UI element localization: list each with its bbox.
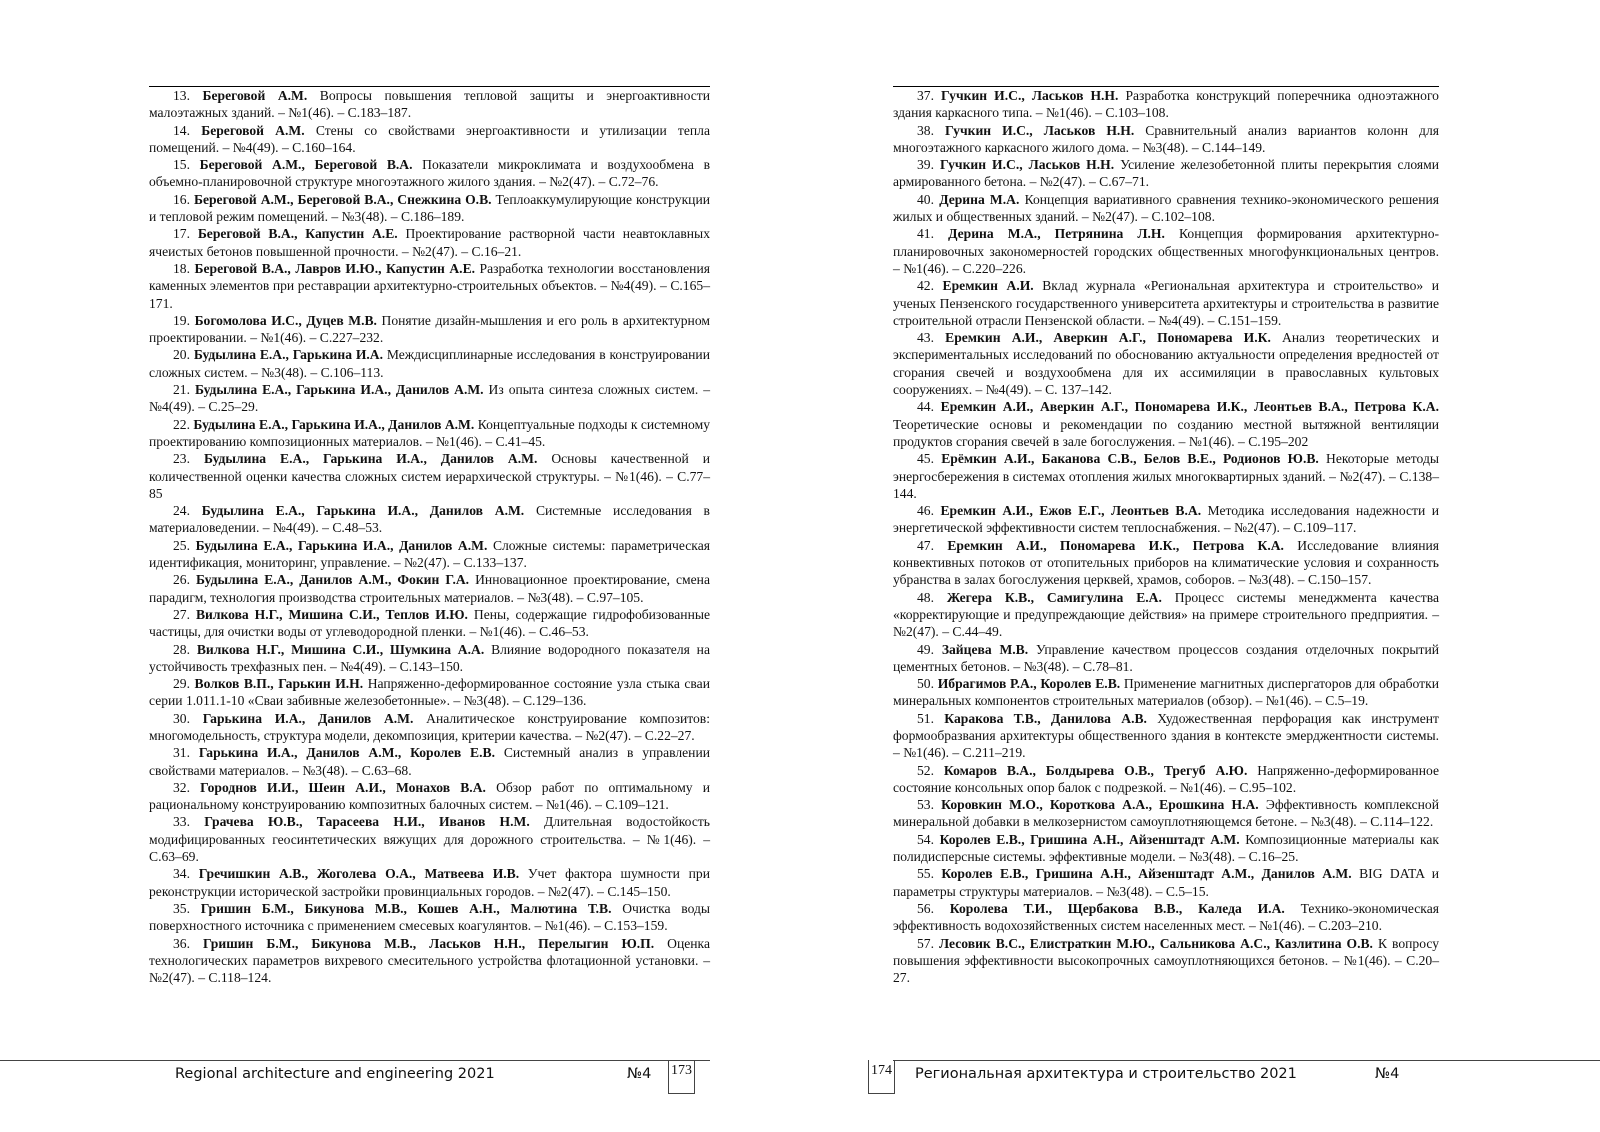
footer-journal-title: Региональная архитектура и строительство 2021 <box>915 1066 1297 1082</box>
entry-authors: Гучкин И.С., Ласьков Н.Н. <box>941 88 1119 103</box>
bibliography-entry <box>893 225 1439 277</box>
entry-title: Основы качественной и количественной оценки качества сложных систем иерархической структуры. – №1(46). – С.77–85 <box>149 451 710 501</box>
entry-authors: Будылина Е.А., Гарькина И.А., Данилов А.М. <box>194 382 484 398</box>
entry-title: Очистка воды поверхностного источника с применением смесевых коагулянтов. – №1(46). – С.153–159. <box>149 900 711 934</box>
bibliography-entry <box>149 900 710 935</box>
bibliography-entry <box>149 537 710 572</box>
entry-title: Влияние водородного показателя на устойчивость трехфазных пен. – №4(49). – С.143–150. <box>149 641 710 674</box>
entry-title: Сложные системы: параметрическая идентификация, мониторинг, управление. – №2(47). – С.133–137. <box>149 537 710 571</box>
entry-title: Управление качеством процессов создания отделочных покрытий цементных бетонов. – №3(48). – С.78–81. <box>893 641 1439 674</box>
entry-title: Системный анализ в управлении свойствами материалов. – №3(48). – С.63–68. <box>149 745 710 778</box>
entry-authors: Будылина Е.А., Гарькина И.А., Данилов А.М. <box>195 537 488 553</box>
entry-number: 46. <box>917 503 934 519</box>
entry-number: 24. <box>173 503 190 519</box>
entry-title: Применение магнитных диспергаторов для обработки минеральных компонентов строительных материалов (обзор). – №1(46). – С.5–19. <box>893 676 1439 709</box>
entry-number: 56. <box>917 900 934 916</box>
entry-title: К вопросу повышения эффективности высокопрочных самоуплотняющихся бетонов. – №1(46). – С.20–27. <box>893 935 1439 986</box>
bibliography-entry <box>149 346 710 381</box>
entry-authors: Каракова Т.В., Данилова А.В. <box>944 710 1147 726</box>
bibliography-entry <box>149 606 710 641</box>
entry-title: Обзор работ по оптимальному и рациональному конструированию композитных балочных систем. – №1(46). – С.109–121. <box>149 779 711 813</box>
page-number: 173 <box>668 1060 695 1094</box>
entry-authors: Будылина Е.А., Гарькина И.А., Данилов А.М. <box>193 416 475 432</box>
entry-authors: Вилкова Н.Г., Мишина С.И., Шумкина А.А. <box>196 641 485 657</box>
entry-title: Аналитическое конструирование композитов: многомодельность, структура модели, декомпозиция, критерии качества. – №2(47). – С.22–27. <box>149 710 710 743</box>
bibliography-entry <box>893 277 1439 329</box>
entry-title: Понятие дизайн-мышления и его роль в архитектурном проектировании. – №1(46). – С.227–232. <box>149 312 710 346</box>
entry-title: Эффективность комплексной минеральной добавки в мелкозернистом самоуплотняющемся бетоне. – №3(48). – С.114–122. <box>893 797 1439 830</box>
entry-title: Оценка технологических параметров вихревого смесительного устройства флотационной установки. – №2(47). – С.118–124. <box>149 935 710 986</box>
bibliography-entry <box>893 641 1439 676</box>
entry-title: Системные исследования в материаловедении. – №4(49). – С.48–53. <box>149 503 710 536</box>
entry-title: Композиционные материалы как полидисперсные системы. эффективные модели. – №3(48). – С.16–25. <box>893 831 1439 865</box>
bibliography-entry <box>149 225 710 260</box>
entry-number: 26. <box>173 572 190 588</box>
entry-authors: Гришин Б.М., Бикунова М.В., Ласьков Н.Н., Перелыгин Ю.П. <box>203 935 655 951</box>
entry-authors: Будылина Е.А., Гарькина И.А., Данилов А.М. <box>203 451 538 467</box>
entry-title: Концептуальные подходы к системному проектированию композиционных материалов. – №1(46). – С.41–45. <box>149 416 710 449</box>
entry-authors: Жегера К.В., Самигулина Е.А. <box>946 589 1162 605</box>
bibliography-entry <box>149 813 710 865</box>
entry-authors: Гучкин И.С., Ласьков Н.Н. <box>939 157 1115 173</box>
bibliography-entry <box>893 537 1439 589</box>
entry-title: Разработка технологии восстановления каменных элементов при реставрации архитектурно-строительных объектов. – №4(49). – С.165–171. <box>149 260 710 311</box>
entry-title: Длительная водостойкость модифицированных геосинтетических вяжущих для дорожного строительства. – №1(46). – С.63–69. <box>149 814 710 865</box>
bibliography-entry <box>149 450 710 502</box>
entry-number: 29. <box>173 676 190 692</box>
entry-number: 36. <box>173 935 190 951</box>
entry-number: 30. <box>173 710 190 726</box>
entry-number: 49. <box>917 641 934 657</box>
entry-number: 55. <box>917 866 934 882</box>
bibliography-entry <box>893 329 1439 398</box>
footer-issue-number: №4 <box>627 1066 652 1082</box>
bibliography-entry <box>149 312 710 347</box>
entry-authors: Коровкин М.О., Короткова А.А., Ерошкина Н.А. <box>941 797 1259 813</box>
footer-issue-number: №4 <box>1375 1066 1400 1082</box>
entry-number: 27. <box>173 606 190 622</box>
entry-authors: Еремкин А.И., Аверкин А.Г., Пономарева И.К. <box>945 330 1271 346</box>
bibliography-entry <box>149 935 710 987</box>
bibliography-entry <box>893 122 1439 157</box>
entry-title: Художественная перфорация как инструмент формообразвания архитектуры общественного здания в контексте эмерджентности системы. – №1(46). – С.211–219. <box>893 710 1439 761</box>
entry-title: BIG DATA и параметры структуры материалов. – №3(48). – С.5–15. <box>893 866 1440 899</box>
entry-title: Исследование влияния конвективных потоков от отопительных приборов на климатические условия и сохранность убранства в залах богослужения церквей, храмов, соборов. – №3(48). – С.150–157. <box>893 537 1440 588</box>
entry-number: 13. <box>173 88 190 103</box>
bibliography-entry <box>149 744 710 779</box>
bibliography-entry <box>149 710 710 745</box>
entry-number: 53. <box>917 797 934 813</box>
entry-authors: Береговой А.М., Береговой В.А. <box>199 157 413 173</box>
bibliography-entry <box>149 865 710 900</box>
entry-number: 52. <box>917 762 934 778</box>
entry-authors: Королев Е.В., Гришина А.Н., Айзенштадт А.М. <box>939 831 1240 847</box>
bibliography-entry <box>893 762 1439 797</box>
entry-title: Сравнительный анализ вариантов колонн для многоэтажного каркасного жилого дома. – №3(48). – С.144–149. <box>893 122 1439 155</box>
bibliography-entry <box>893 831 1439 866</box>
bibliography-entry <box>149 779 710 814</box>
bibliography-entry <box>149 502 710 537</box>
entry-number: 34. <box>173 866 190 882</box>
entry-authors: Береговой А.М., Береговой В.А., Снежкина О.В. <box>193 191 492 207</box>
entry-title: Теплоаккумулирующие конструкции и тепловой режим помещений. – №3(48). – С.186–189. <box>149 191 710 225</box>
entry-title: Усиление железобетонной плиты перекрытия слоями армированного бетона. – №2(47). – С.67–71. <box>893 157 1440 190</box>
entry-authors: Зайцева М.В. <box>941 641 1029 657</box>
bibliography-entry <box>893 935 1439 987</box>
entry-authors: Гарькина И.А., Данилов А.М., Королев Е.В. <box>198 745 495 761</box>
bibliography-entry <box>893 865 1439 900</box>
entry-title: Теоретические основы и рекомендации по созданию местной вытяжной вентиляции продуктов сгорания свечей в зале богослужения. – №1(46). – С.195–202 <box>893 416 1439 449</box>
entry-authors: Береговой А.М. <box>202 88 308 103</box>
entry-title: Концепция вариативного сравнения технико-экономического решения жилых и общественных зданий. – №2(47). – С.102–108. <box>893 191 1440 225</box>
entry-title: Показатели микроклимата и воздухообмена в объемно-планировочной структуре многоэтажного жилого здания. – №2(47). – С.72–76. <box>149 157 710 190</box>
entry-authors: Вилкова Н.Г., Мишина С.И., Теплов И.Ю. <box>195 606 468 622</box>
bibliography-entry <box>149 675 710 710</box>
entry-number: 50. <box>917 676 934 692</box>
bibliography-entry <box>149 191 710 226</box>
bibliography-entry <box>893 710 1439 762</box>
entry-title: Разработка конструкций поперечника одноэтажного здания каркасного типа. – №1(46). – С.103–108. <box>893 88 1439 121</box>
entry-authors: Будылина Е.А., Гарькина И.А. <box>193 347 384 363</box>
entry-title: Напряженно-деформированное состояние узла стыка сваи серии 1.011.1-10 «Сваи забивные железобетонные». – №3(48). – С.129–136. <box>149 676 710 709</box>
right-page <box>800 0 1600 1132</box>
entry-title: Проектирование растворной части неавтоклавных ячеистых бетонов повышенной прочности. – №2(47). – С.16–21. <box>149 226 710 259</box>
entry-authors: Королев Е.В., Гришина А.Н., Айзенштадт А.М., Данилов А.М. <box>941 866 1352 882</box>
entry-title: Методика исследования надежности и энергетической эффективности систем теплоснабжения. – №2(47). – С.109–117. <box>893 503 1439 536</box>
entry-number: 42. <box>917 278 934 294</box>
entry-authors: Комаров В.А., Болдырева О.В., Трегуб А.Ю. <box>943 762 1248 778</box>
entry-authors: Береговой В.А., Капустин А.Е. <box>197 226 398 242</box>
entry-authors: Ибрагимов Р.А., Королев Е.В. <box>937 676 1121 692</box>
entry-authors: Еремкин А.И., Пономарева И.К., Петрова К.А. <box>947 537 1284 553</box>
entry-number: 45. <box>917 451 934 467</box>
entry-authors: Богомолова И.С., Дуцев М.В. <box>194 312 377 328</box>
entry-number: 47. <box>917 537 934 553</box>
entry-number: 31. <box>173 745 190 761</box>
entry-number: 15. <box>173 157 190 173</box>
bibliography-entry <box>893 900 1439 935</box>
entry-number: 21. <box>173 382 190 398</box>
bibliography-entry <box>149 87 710 122</box>
bibliography-entry <box>149 571 710 606</box>
entry-number: 25. <box>173 537 190 553</box>
entry-number: 19. <box>173 312 190 328</box>
bibliography-entry <box>893 191 1439 226</box>
entry-title: Вопросы повышения тепловой защиты и энергоактивности малоэтажных зданий. – №1(46). – С.183–187. <box>149 88 710 121</box>
bibliography-entry <box>893 398 1439 450</box>
entry-number: 23. <box>173 451 190 467</box>
entry-number: 48. <box>917 589 934 605</box>
bibliography-entry <box>893 796 1439 831</box>
bibliography-entry <box>893 156 1439 191</box>
bibliography-entry <box>893 675 1439 710</box>
entry-title: Вклад журнала «Региональная архитектура и строительство» и ученых Пензенского государственного университета архитектуры и строительства в развитие строительной отрасли Пензенской области. – №4(49). – С.151–159. <box>893 278 1439 328</box>
entry-number: 14. <box>173 122 190 138</box>
entry-authors: Гришин Б.М., Бикунова М.В., Кошев А.Н., Малютина Т.В. <box>200 900 612 916</box>
entry-number: 38. <box>917 122 934 138</box>
entry-number: 18. <box>173 260 190 276</box>
entry-authors: Еремкин А.И. <box>942 278 1034 294</box>
entry-authors: Дерина М.А., Петрянина Л.Н. <box>948 226 1165 242</box>
bibliography-list <box>893 87 1439 986</box>
entry-title: Некоторые методы энергосбережения в системах отопления жилых многоквартирных зданий. – №2(47). – С.138–144. <box>893 451 1440 501</box>
entry-number: 33. <box>173 814 190 830</box>
bibliography-entry <box>893 502 1439 537</box>
entry-number: 22. <box>173 416 190 432</box>
bibliography-entry <box>149 156 710 191</box>
entry-authors: Береговой В.А., Лавров И.Ю., Капустин А.Е. <box>194 260 476 276</box>
entry-number: 54. <box>917 831 934 847</box>
entry-authors: Волков В.П., Гарькин И.Н. <box>194 676 364 692</box>
bibliography-entry <box>149 260 710 312</box>
entry-number: 16. <box>173 191 190 207</box>
entry-number: 35. <box>173 900 190 916</box>
entry-number: 20. <box>173 347 190 363</box>
bibliography-entry <box>149 416 710 451</box>
entry-authors: Гучкин И.С., Ласьков Н.Н. <box>945 122 1135 138</box>
footer-rule <box>893 1060 1600 1061</box>
entry-authors: Грачева Ю.В., Тарасеева Н.И., Иванов Н.М. <box>204 814 530 830</box>
entry-authors: Еремкин А.И., Аверкин А.Г., Пономарева И.К., Леонтьев В.А., Петрова К.А. <box>940 399 1440 415</box>
footer-rule <box>0 1060 710 1061</box>
entry-title: Из опыта синтеза сложных систем. – №4(49). – С.25–29. <box>149 382 710 415</box>
entry-title: Анализ теоретических и экспериментальных исследований по обоснованию актуальности определения вредностей от сгорания свечей и воздухообмена для их ассимиляции в православных культовых сооружениях. – №4(49). – С. 137–142. <box>893 330 1439 398</box>
bibliography-entry <box>893 87 1439 122</box>
bibliography-entry <box>149 381 710 416</box>
entry-title: Междисциплинарные исследования в конструировании сложных систем. – №3(48). – С.106–113. <box>149 347 710 380</box>
entry-authors: Дерина М.А. <box>939 191 1020 207</box>
entry-number: 39. <box>917 157 934 173</box>
entry-title: Инновационное проектирование, смена парадигм, технология производства строительных материалов. – №3(48). – С.97–105. <box>149 572 710 605</box>
entry-authors: Будылина Е.А., Данилов А.М., Фокин Г.А. <box>196 572 470 588</box>
entry-title: Процесс системы менеджмента качества «корректирующие и предупреждающие действия» на примере строительного предприятия. – №2(47). – С.44–49. <box>893 589 1439 640</box>
entry-authors: Еремкин А.И., Ежов Е.Г., Леонтьев В.А. <box>940 503 1202 519</box>
entry-number: 43. <box>917 330 934 346</box>
entry-number: 28. <box>173 641 190 657</box>
entry-authors: Гречишкин А.В., Жоголева О.А., Матвеева И.В. <box>198 866 520 882</box>
entry-number: 40. <box>917 191 934 207</box>
entry-title: Учет фактора шумности при реконструкции исторической застройки провинциальных городов. – №2(47). – С.145–150. <box>149 866 710 899</box>
bibliography-entry <box>149 122 710 157</box>
bibliography-entry <box>149 641 710 676</box>
entry-number: 17. <box>173 226 190 242</box>
entry-number: 44. <box>917 399 934 415</box>
entry-title: Технико-экономическая эффективность водохозяйственных систем населенных мест. – №1(46). – С.203–210. <box>893 900 1439 934</box>
entry-authors: Будылина Е.А., Гарькина И.А., Данилов А.М. <box>201 503 525 519</box>
entry-title: Напряженно-деформированное состояние консольных опор балок с подрезкой. – №1(46). – С.95–102. <box>893 762 1439 795</box>
entry-title: Концепция формирования архитектурно-планировочных закономерностей городских общественных многофункциональных центров. – №1(46). – С.220–226. <box>893 226 1440 276</box>
bibliography-entry <box>893 589 1439 641</box>
entry-authors: Гарькина И.А., Данилов А.М. <box>202 710 414 726</box>
entry-title: Пены, содержащие гидрофобизованные частицы, для очистки воды от углеводородной пленки. – №1(46). – С.46–53. <box>149 606 711 640</box>
entry-authors: Лесовик В.С., Елистраткин М.Ю., Сальникова А.С., Казлитина О.В. <box>939 935 1373 951</box>
bibliography-list <box>149 87 710 986</box>
entry-number: 51. <box>917 710 934 726</box>
bibliography-entry <box>893 450 1439 502</box>
entry-title: Стены со свойствами энергоактивности и утилизации тепла помещений. – №4(49). – С.160–164. <box>149 122 710 155</box>
entry-authors: Ерёмкин А.И., Баканова С.В., Белов В.Е., Родионов Ю.В. <box>941 451 1319 467</box>
entry-number: 41. <box>917 226 934 242</box>
page-number: 174 <box>868 1060 895 1094</box>
footer-journal-title: Regional architecture and engineering 2021 <box>175 1066 495 1082</box>
entry-number: 37. <box>917 88 934 103</box>
entry-authors: Береговой А.М. <box>201 122 305 138</box>
entry-number: 57. <box>917 935 934 951</box>
entry-number: 32. <box>173 779 190 795</box>
entry-authors: Городнов И.И., Шеин А.И., Монахов В.А. <box>200 779 486 795</box>
entry-authors: Королева Т.И., Щербакова В.В., Каледа И.А. <box>949 900 1285 916</box>
